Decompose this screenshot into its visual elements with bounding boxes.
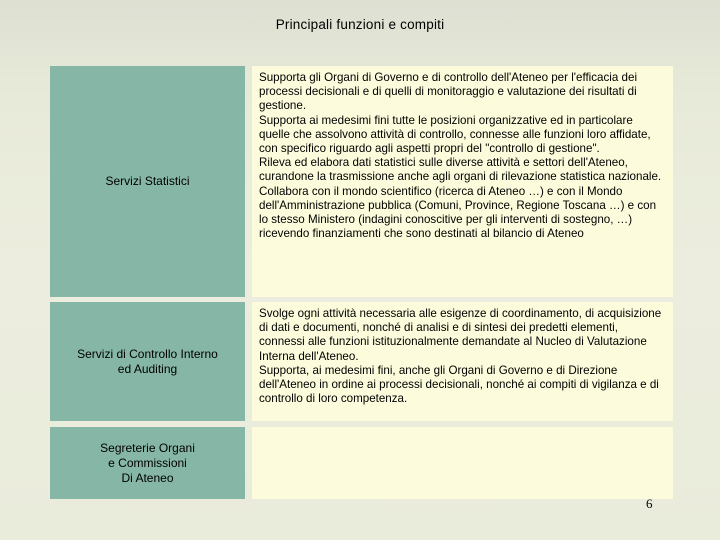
description-paragraph: Collabora con il mondo scientifico (ricerca di Ateneo …) e con il Mondo dell'Amministrazione pubblica (Comuni, Province, Regione Toscana …) e con lo stesso Ministero (indagini conoscitive per gli interventi di sostegno, …) ricevendo finanziamenti che sono destinati al bilancio di Ateneo: [259, 184, 657, 241]
description-paragraph: Supporta ai medesimi fini tutte le posizioni organizzative ed in particolare quelle che assolvono attività di controllo, connesse alle funzioni loro affidate, con specifico riguardo agli aspetti propri del "controllo di gestione".: [259, 113, 651, 156]
page-number: 6: [646, 496, 653, 511]
row-label: Segreterie Organi e Commissioni Di Ateneo: [100, 441, 195, 485]
row-label: Servizi Statistici: [105, 174, 190, 188]
table-row-controllo-interno: [50, 302, 673, 421]
row-description-cell: [252, 66, 673, 297]
table-row-segreterie-organi: [50, 427, 673, 499]
row-description-cell: [252, 302, 673, 421]
description-paragraph: Supporta gli Organi di Governo e di controllo dell'Ateneo per l'efficacia dei processi decisionali e di quelli di monitoraggio e valutazione dei risultati di gestione.: [259, 71, 638, 113]
row-label: Servizi di Controllo Interno ed Auditing: [77, 346, 218, 376]
description-paragraph: Rileva ed elabora dati statistici sulle diverse attività e settori dell'Ateneo, curandone la trasmissione anche agli organi di rilevazione statistica nazionale.: [259, 156, 662, 184]
row-label-cell: [50, 302, 245, 421]
slide-title: Principali funzioni e compiti: [275, 17, 445, 32]
table-row-servizi-statistici: [50, 66, 673, 297]
row-label-cell: [50, 427, 245, 499]
row-label-cell: [50, 66, 245, 297]
row-description-cell-empty: [252, 427, 673, 499]
description-paragraph: Supporta, ai medesimi fini, anche gli Organi di Governo e di Direzione dell'Ateneo in ordine ai processi decisionali, nonché ai compiti di vigilanza e di controllo di loro competenza.: [259, 363, 659, 406]
description-paragraph: Svolge ogni attività necessaria alle esigenze di coordinamento, di acquisizione di dati e documenti, nonché di analisi e di sintesi dei predetti elementi, connessi alle funzioni istituzionalmente demandate al Nucleo di Valutazione Interna dell'Ateneo.: [259, 307, 662, 363]
